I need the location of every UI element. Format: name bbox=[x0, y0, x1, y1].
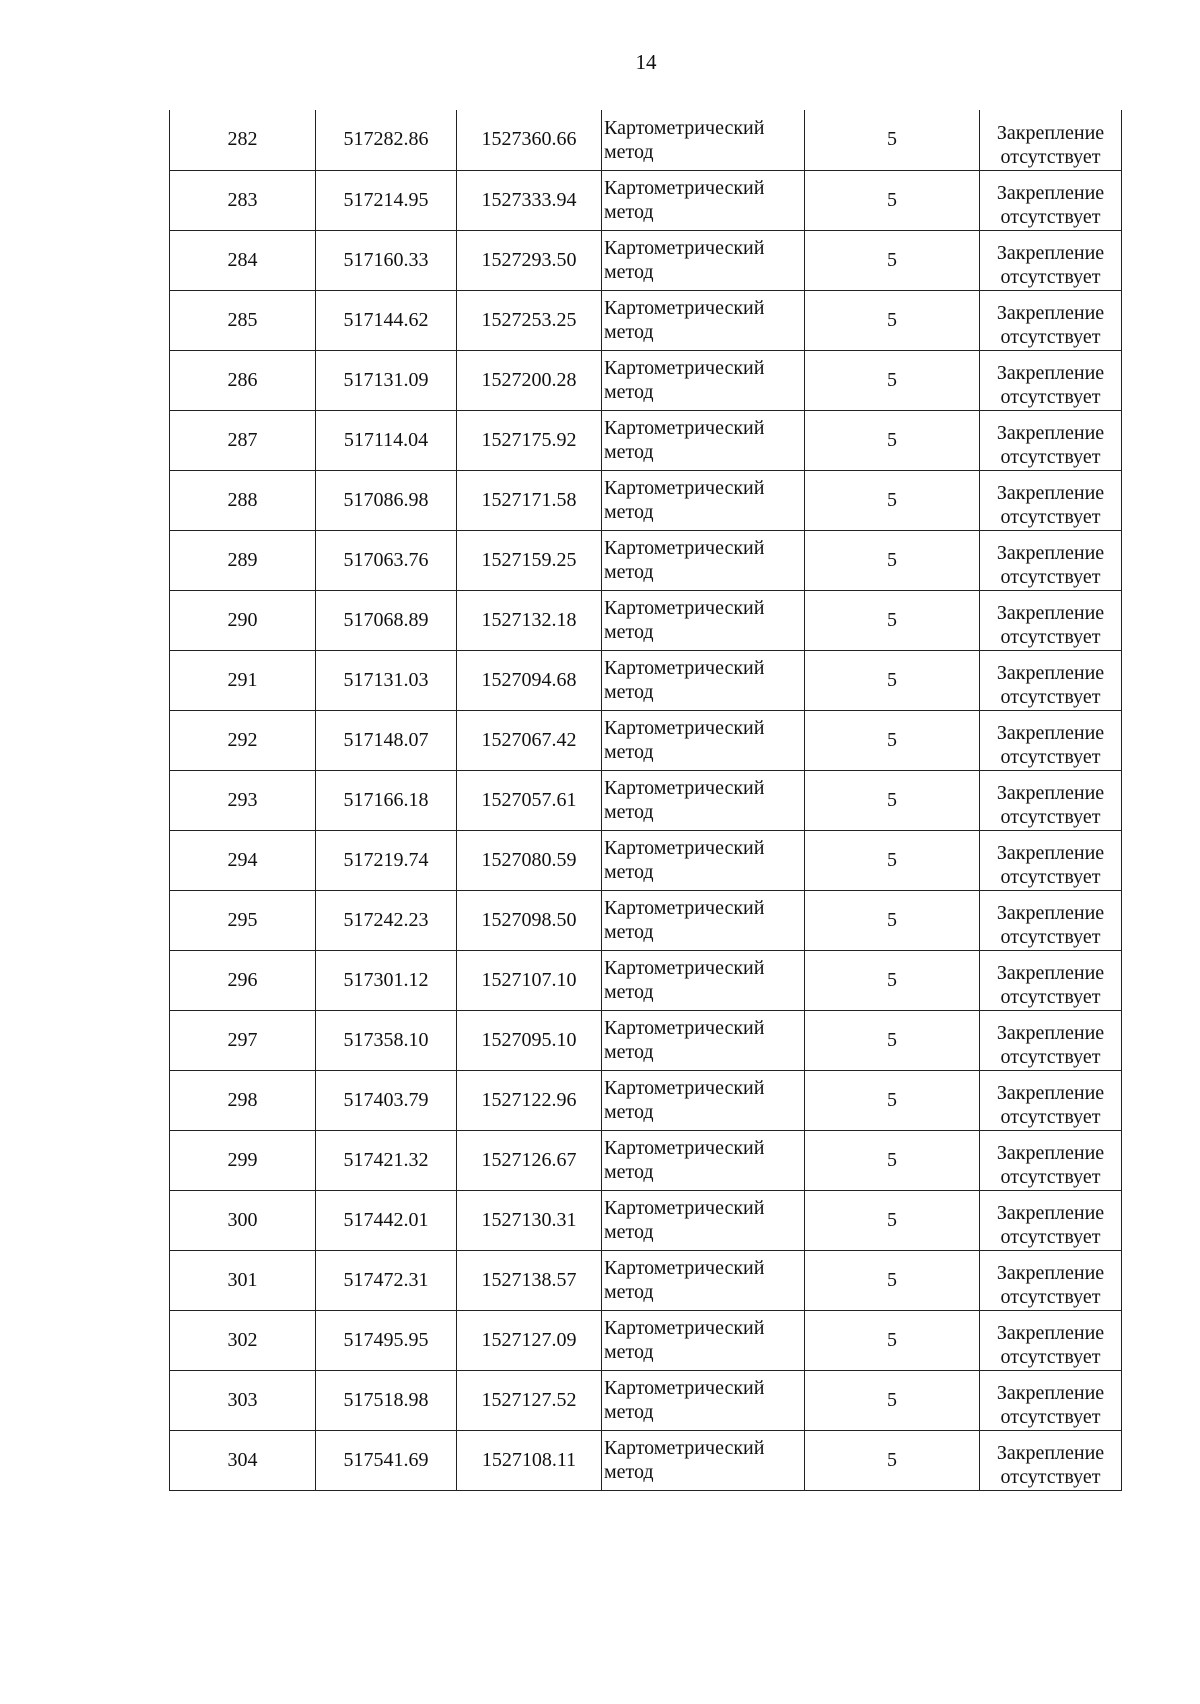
y-coordinate-cell: 1527253.25 bbox=[457, 290, 602, 350]
method-line-2: метод bbox=[604, 501, 654, 523]
y-coordinate-cell: 1527126.67 bbox=[457, 1130, 602, 1190]
method-cell bbox=[602, 110, 805, 170]
method-line-2: метод bbox=[604, 801, 654, 823]
fixing-cell bbox=[980, 110, 1122, 170]
fixing-cell bbox=[980, 170, 1122, 230]
fixing-line-1: Закрепление bbox=[996, 1022, 1105, 1044]
method-cell bbox=[602, 710, 805, 770]
method-line-2: метод bbox=[604, 1401, 654, 1423]
x-coordinate-cell: 517086.98 bbox=[316, 470, 457, 530]
x-coordinate-cell: 517495.95 bbox=[316, 1310, 457, 1370]
y-coordinate-cell: 1527067.42 bbox=[457, 710, 602, 770]
accuracy-cell: 5 bbox=[805, 950, 980, 1010]
table-row bbox=[170, 530, 1122, 590]
point-number-cell: 287 bbox=[170, 410, 316, 470]
method-line-1: Картометрический bbox=[604, 116, 765, 139]
method-line-1: Картометрический bbox=[604, 1257, 765, 1279]
table-row bbox=[170, 770, 1122, 830]
fixing-line-1: Закрепление bbox=[996, 362, 1105, 384]
y-coordinate-cell: 1527175.92 bbox=[457, 410, 602, 470]
fixing-cell bbox=[980, 1070, 1122, 1130]
table-row bbox=[170, 830, 1122, 890]
accuracy-cell: 5 bbox=[805, 530, 980, 590]
method-line-1: Картометрический bbox=[604, 357, 765, 379]
method-line-1: Картометрический bbox=[604, 717, 765, 739]
point-number-cell: 294 bbox=[170, 830, 316, 890]
method-cell bbox=[602, 350, 805, 410]
fixing-cell bbox=[980, 950, 1122, 1010]
table-row bbox=[170, 1010, 1122, 1070]
point-number-cell: 283 bbox=[170, 170, 316, 230]
fixing-line-2: отсутствует bbox=[1000, 1346, 1101, 1368]
point-number-cell: 293 bbox=[170, 770, 316, 830]
accuracy-cell: 5 bbox=[805, 290, 980, 350]
table-row bbox=[170, 110, 1122, 170]
y-coordinate-cell: 1527094.68 bbox=[457, 650, 602, 710]
fixing-cell bbox=[980, 830, 1122, 890]
method-line-1: Картометрический bbox=[604, 1017, 765, 1039]
method-cell bbox=[602, 230, 805, 290]
point-number-cell: 304 bbox=[170, 1430, 316, 1490]
point-number-cell: 297 bbox=[170, 1010, 316, 1070]
table-row bbox=[170, 410, 1122, 470]
table-row bbox=[170, 1310, 1122, 1370]
method-cell bbox=[602, 1190, 805, 1250]
x-coordinate-cell: 517063.76 bbox=[316, 530, 457, 590]
y-coordinate-cell: 1527098.50 bbox=[457, 890, 602, 950]
method-line-1: Картометрический bbox=[604, 1197, 765, 1219]
fixing-line-2: отсутствует bbox=[1000, 266, 1101, 288]
method-line-1: Картометрический bbox=[604, 1137, 765, 1159]
x-coordinate-cell: 517282.86 bbox=[316, 110, 457, 170]
fixing-line-2: отсутствует bbox=[1000, 446, 1101, 468]
method-line-2: метод bbox=[604, 381, 654, 403]
method-cell bbox=[602, 1010, 805, 1070]
fixing-line-1: Закрепление bbox=[996, 962, 1105, 984]
method-line-2: метод bbox=[604, 1041, 654, 1063]
fixing-line-2: отсутствует bbox=[1000, 206, 1101, 228]
accuracy-cell: 5 bbox=[805, 1250, 980, 1310]
fixing-cell bbox=[980, 470, 1122, 530]
y-coordinate-cell: 1527159.25 bbox=[457, 530, 602, 590]
fixing-line-2: отсутствует bbox=[1000, 386, 1101, 408]
y-coordinate-cell: 1527130.31 bbox=[457, 1190, 602, 1250]
table-row bbox=[170, 290, 1122, 350]
method-cell bbox=[602, 1070, 805, 1130]
method-line-2: метод bbox=[604, 861, 654, 883]
fixing-cell bbox=[980, 710, 1122, 770]
method-line-2: метод bbox=[604, 1461, 654, 1483]
method-line-1: Картометрический bbox=[604, 537, 765, 559]
y-coordinate-cell: 1527057.61 bbox=[457, 770, 602, 830]
y-coordinate-cell: 1527333.94 bbox=[457, 170, 602, 230]
fixing-cell bbox=[980, 530, 1122, 590]
fixing-line-2: отсутствует bbox=[1000, 506, 1101, 528]
point-number-cell: 284 bbox=[170, 230, 316, 290]
table-row bbox=[170, 710, 1122, 770]
method-line-2: метод bbox=[604, 561, 654, 583]
fixing-line-1: Закрепление bbox=[996, 121, 1105, 144]
y-coordinate-cell: 1527122.96 bbox=[457, 1070, 602, 1130]
x-coordinate-cell: 517214.95 bbox=[316, 170, 457, 230]
point-number-cell: 296 bbox=[170, 950, 316, 1010]
method-cell bbox=[602, 170, 805, 230]
fixing-line-2: отсутствует bbox=[1000, 1046, 1101, 1068]
method-line-1: Картометрический bbox=[604, 237, 765, 259]
x-coordinate-cell: 517131.03 bbox=[316, 650, 457, 710]
fixing-line-1: Закрепление bbox=[996, 242, 1105, 264]
accuracy-cell: 5 bbox=[805, 590, 980, 650]
y-coordinate-cell: 1527095.10 bbox=[457, 1010, 602, 1070]
x-coordinate-cell: 517442.01 bbox=[316, 1190, 457, 1250]
method-line-2: метод bbox=[604, 1341, 654, 1363]
fixing-line-1: Закрепление bbox=[996, 1142, 1105, 1164]
fixing-line-2: отсутствует bbox=[1000, 1166, 1101, 1188]
table-row bbox=[170, 590, 1122, 650]
table-row bbox=[170, 1370, 1122, 1430]
fixing-line-2: отсутствует bbox=[1000, 1406, 1101, 1428]
method-cell bbox=[602, 950, 805, 1010]
fixing-line-1: Закрепление bbox=[996, 722, 1105, 744]
fixing-cell bbox=[980, 590, 1122, 650]
fixing-line-1: Закрепление bbox=[996, 302, 1105, 324]
fixing-line-1: Закрепление bbox=[996, 482, 1105, 504]
fixing-line-1: Закрепление bbox=[996, 1202, 1105, 1224]
method-cell bbox=[602, 770, 805, 830]
method-line-1: Картометрический bbox=[604, 597, 765, 619]
point-number-cell: 292 bbox=[170, 710, 316, 770]
y-coordinate-cell: 1527127.09 bbox=[457, 1310, 602, 1370]
point-number-cell: 298 bbox=[170, 1070, 316, 1130]
fixing-cell bbox=[980, 230, 1122, 290]
y-coordinate-cell: 1527200.28 bbox=[457, 350, 602, 410]
accuracy-cell: 5 bbox=[805, 1310, 980, 1370]
method-line-2: метод bbox=[604, 1281, 654, 1303]
fixing-line-1: Закрепление bbox=[996, 1262, 1105, 1284]
method-line-1: Картометрический bbox=[604, 837, 765, 859]
method-line-2: метод bbox=[604, 321, 654, 343]
accuracy-cell: 5 bbox=[805, 230, 980, 290]
table-row bbox=[170, 350, 1122, 410]
point-number-cell: 288 bbox=[170, 470, 316, 530]
fixing-line-1: Закрепление bbox=[996, 842, 1105, 864]
x-coordinate-cell: 517148.07 bbox=[316, 710, 457, 770]
y-coordinate-cell: 1527132.18 bbox=[457, 590, 602, 650]
fixing-line-2: отсутствует bbox=[1000, 1226, 1101, 1248]
y-coordinate-cell: 1527138.57 bbox=[457, 1250, 602, 1310]
method-line-2: метод bbox=[604, 1161, 654, 1183]
table-row bbox=[170, 1430, 1122, 1490]
table-row bbox=[170, 1130, 1122, 1190]
point-number-cell: 300 bbox=[170, 1190, 316, 1250]
accuracy-cell: 5 bbox=[805, 1010, 980, 1070]
method-line-2: метод bbox=[604, 1101, 654, 1123]
accuracy-cell: 5 bbox=[805, 1190, 980, 1250]
method-line-1: Картометрический bbox=[604, 1077, 765, 1099]
page-number: 14 bbox=[635, 50, 657, 74]
method-line-2: метод bbox=[604, 201, 654, 223]
method-line-1: Картометрический bbox=[604, 657, 765, 679]
method-cell bbox=[602, 1250, 805, 1310]
accuracy-cell: 5 bbox=[805, 170, 980, 230]
x-coordinate-cell: 517541.69 bbox=[316, 1430, 457, 1490]
point-number-cell: 301 bbox=[170, 1250, 316, 1310]
x-coordinate-cell: 517160.33 bbox=[316, 230, 457, 290]
method-line-1: Картометрический bbox=[604, 777, 765, 799]
fixing-cell bbox=[980, 650, 1122, 710]
method-line-2: метод bbox=[604, 1221, 654, 1243]
fixing-line-1: Закрепление bbox=[996, 902, 1105, 924]
fixing-line-1: Закрепление bbox=[996, 542, 1105, 564]
table-row bbox=[170, 650, 1122, 710]
table-row bbox=[170, 1070, 1122, 1130]
accuracy-cell: 5 bbox=[805, 1070, 980, 1130]
y-coordinate-cell: 1527360.66 bbox=[457, 110, 602, 170]
fixing-line-2: отсутствует bbox=[1000, 1286, 1101, 1308]
x-coordinate-cell: 517421.32 bbox=[316, 1130, 457, 1190]
table-row bbox=[170, 890, 1122, 950]
method-cell bbox=[602, 590, 805, 650]
accuracy-cell: 5 bbox=[805, 830, 980, 890]
y-coordinate-cell: 1527108.11 bbox=[457, 1430, 602, 1490]
method-line-2: метод bbox=[604, 921, 654, 943]
fixing-line-2: отсутствует bbox=[1000, 626, 1101, 648]
fixing-line-1: Закрепление bbox=[996, 1382, 1105, 1404]
x-coordinate-cell: 517403.79 bbox=[316, 1070, 457, 1130]
fixing-line-2: отсутствует bbox=[1000, 926, 1101, 948]
method-line-1: Картометрический bbox=[604, 957, 765, 979]
point-number-cell: 302 bbox=[170, 1310, 316, 1370]
method-cell bbox=[602, 470, 805, 530]
x-coordinate-cell: 517219.74 bbox=[316, 830, 457, 890]
fixing-cell bbox=[980, 290, 1122, 350]
method-line-2: метод bbox=[604, 261, 654, 283]
fixing-cell bbox=[980, 1250, 1122, 1310]
table-row bbox=[170, 230, 1122, 290]
accuracy-cell: 5 bbox=[805, 650, 980, 710]
method-line-1: Картометрический bbox=[604, 1377, 765, 1399]
fixing-line-2: отсутствует bbox=[1000, 1466, 1101, 1488]
fixing-cell bbox=[980, 770, 1122, 830]
x-coordinate-cell: 517242.23 bbox=[316, 890, 457, 950]
method-line-2: метод bbox=[604, 441, 654, 463]
method-cell bbox=[602, 1130, 805, 1190]
table-row bbox=[170, 950, 1122, 1010]
accuracy-cell: 5 bbox=[805, 470, 980, 530]
fixing-cell bbox=[980, 1010, 1122, 1070]
fixing-line-2: отсутствует bbox=[1000, 326, 1101, 348]
point-number-cell: 282 bbox=[170, 110, 316, 170]
fixing-line-2: отсутствует bbox=[1000, 986, 1101, 1008]
coordinates-table-body bbox=[170, 110, 1122, 1490]
accuracy-cell: 5 bbox=[805, 770, 980, 830]
y-coordinate-cell: 1527080.59 bbox=[457, 830, 602, 890]
method-line-2: метод bbox=[604, 621, 654, 643]
fixing-cell bbox=[980, 890, 1122, 950]
fixing-line-2: отсутствует bbox=[1000, 1106, 1101, 1128]
method-cell bbox=[602, 890, 805, 950]
table-row bbox=[170, 1250, 1122, 1310]
x-coordinate-cell: 517472.31 bbox=[316, 1250, 457, 1310]
fixing-cell bbox=[980, 1310, 1122, 1370]
accuracy-cell: 5 bbox=[805, 890, 980, 950]
y-coordinate-cell: 1527293.50 bbox=[457, 230, 602, 290]
fixing-cell bbox=[980, 1130, 1122, 1190]
y-coordinate-cell: 1527171.58 bbox=[457, 470, 602, 530]
fixing-line-2: отсутствует bbox=[1000, 806, 1101, 828]
method-line-1: Картометрический bbox=[604, 477, 765, 499]
method-line-2: метод bbox=[604, 741, 654, 763]
x-coordinate-cell: 517358.10 bbox=[316, 1010, 457, 1070]
x-coordinate-cell: 517114.04 bbox=[316, 410, 457, 470]
accuracy-cell: 5 bbox=[805, 1130, 980, 1190]
point-number-cell: 295 bbox=[170, 890, 316, 950]
table-row bbox=[170, 470, 1122, 530]
fixing-line-2: отсутствует bbox=[1000, 566, 1101, 588]
table-row bbox=[170, 1190, 1122, 1250]
fixing-line-1: Закрепление bbox=[996, 422, 1105, 444]
fixing-line-1: Закрепление bbox=[996, 1082, 1105, 1104]
point-number-cell: 290 bbox=[170, 590, 316, 650]
fixing-line-2: отсутствует bbox=[1000, 145, 1101, 168]
point-number-cell: 291 bbox=[170, 650, 316, 710]
fixing-cell bbox=[980, 1190, 1122, 1250]
fixing-line-2: отсутствует bbox=[1000, 746, 1101, 768]
method-cell bbox=[602, 1430, 805, 1490]
fixing-line-1: Закрепление bbox=[996, 602, 1105, 624]
fixing-line-2: отсутствует bbox=[1000, 686, 1101, 708]
method-cell bbox=[602, 1310, 805, 1370]
fixing-line-1: Закрепление bbox=[996, 662, 1105, 684]
method-line-1: Картометрический bbox=[604, 417, 765, 439]
method-line-1: Картометрический bbox=[604, 177, 765, 199]
method-cell bbox=[602, 830, 805, 890]
coordinates-table bbox=[169, 110, 1122, 1491]
accuracy-cell: 5 bbox=[805, 350, 980, 410]
x-coordinate-cell: 517131.09 bbox=[316, 350, 457, 410]
method-cell bbox=[602, 290, 805, 350]
method-line-2: метод bbox=[604, 981, 654, 1003]
method-cell bbox=[602, 650, 805, 710]
point-number-cell: 303 bbox=[170, 1370, 316, 1430]
accuracy-cell: 5 bbox=[805, 410, 980, 470]
fixing-cell bbox=[980, 410, 1122, 470]
accuracy-cell: 5 bbox=[805, 1370, 980, 1430]
fixing-line-2: отсутствует bbox=[1000, 866, 1101, 888]
method-line-1: Картометрический bbox=[604, 1437, 765, 1459]
method-line-1: Картометрический bbox=[604, 897, 765, 919]
method-cell bbox=[602, 1370, 805, 1430]
x-coordinate-cell: 517301.12 bbox=[316, 950, 457, 1010]
x-coordinate-cell: 517166.18 bbox=[316, 770, 457, 830]
fixing-line-1: Закрепление bbox=[996, 1442, 1105, 1464]
method-cell bbox=[602, 410, 805, 470]
point-number-cell: 289 bbox=[170, 530, 316, 590]
fixing-cell bbox=[980, 350, 1122, 410]
x-coordinate-cell: 517144.62 bbox=[316, 290, 457, 350]
fixing-cell bbox=[980, 1430, 1122, 1490]
accuracy-cell: 5 bbox=[805, 1430, 980, 1490]
method-line-1: Картометрический bbox=[604, 297, 765, 319]
method-cell bbox=[602, 530, 805, 590]
x-coordinate-cell: 517518.98 bbox=[316, 1370, 457, 1430]
accuracy-cell: 5 bbox=[805, 110, 980, 170]
point-number-cell: 285 bbox=[170, 290, 316, 350]
point-number-cell: 286 bbox=[170, 350, 316, 410]
x-coordinate-cell: 517068.89 bbox=[316, 590, 457, 650]
y-coordinate-cell: 1527107.10 bbox=[457, 950, 602, 1010]
fixing-cell bbox=[980, 1370, 1122, 1430]
y-coordinate-cell: 1527127.52 bbox=[457, 1370, 602, 1430]
point-number-cell: 299 bbox=[170, 1130, 316, 1190]
method-line-2: метод bbox=[604, 140, 654, 163]
table-row bbox=[170, 170, 1122, 230]
accuracy-cell: 5 bbox=[805, 710, 980, 770]
method-line-2: метод bbox=[604, 681, 654, 703]
fixing-line-1: Закрепление bbox=[996, 782, 1105, 804]
fixing-line-1: Закрепление bbox=[996, 1322, 1105, 1344]
fixing-line-1: Закрепление bbox=[996, 182, 1105, 204]
method-line-1: Картометрический bbox=[604, 1317, 765, 1339]
